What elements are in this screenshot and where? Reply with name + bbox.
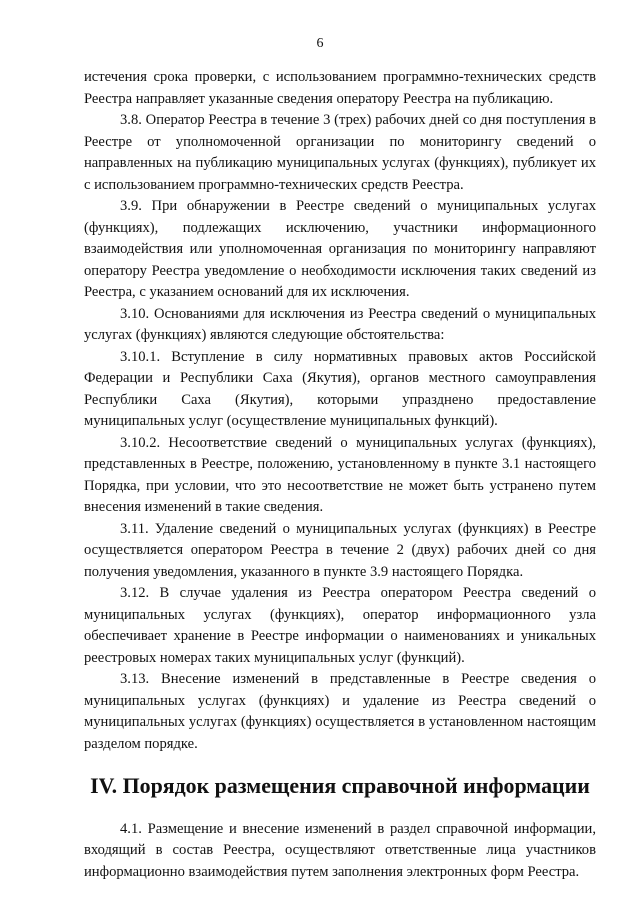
paragraph-3-8: 3.8. Оператор Реестра в течение 3 (трех) рабочих дней со дня поступления в Реестре от уполномоченной организации по мониторингу сведений о направленных на публикацию муниципальных услугах (функциях), публикует их с использованием программно-технических средств Реестра. xyxy=(84,112,596,193)
page-number: 6 xyxy=(316,36,324,51)
paragraph-3-12: 3.12. В случае удаления из Реестра оператором Реестра сведений о муниципальных услугах (функциях), оператор информационного узла обеспечивает хранение в Реестре информации о наименованиях и уникальных реестровых номерах таких муниципальных услуг (функций). xyxy=(84,585,596,666)
paragraph-3-11: 3.11. Удаление сведений о муниципальных услугах (функциях) в Реестре осуществляется оператором Реестра в течение 2 (двух) рабочих дней со дня получения уведомления, указанного в пункте 3.9 настоящего Порядка. xyxy=(84,520,596,580)
paragraph-3-10-2: 3.10.2. Несоответствие сведений о муниципальных услугах (функциях), представленных в Реестре, положению, установленному в пункте 3.1 настоящего Порядка, при условии, что это несоответствие не может быть устранено путем внесения изменений в такие сведения. xyxy=(84,434,596,515)
document-body xyxy=(84,67,596,883)
paragraph-3-13: 3.13. Внесение изменений в представленные в Реестре сведения о муниципальных услугах (функциях) и удаление из Реестра сведений о муниципальных услугах (функциях) осуществляется в установленном настоящим разделом порядке. xyxy=(84,671,596,752)
paragraph-3-10: 3.10. Основаниями для исключения из Реестра сведений о муниципальных услугах (функциях) являются следующие обстоятельства: xyxy=(84,305,596,343)
paragraph-3-9: 3.9. При обнаружении в Реестре сведений о муниципальных услугах (функциях), подлежащих исключению, участники информационного взаимодействия или уполномоченная организация по мониторингу направляют оператору Реестра уведомление о необходимости исключения таких сведений из Реестра, с указанием оснований для их исключения. xyxy=(84,198,596,300)
paragraph-3-10-1: 3.10.1. Вступление в силу нормативных правовых актов Российской Федерации и Республики Саха (Якутия), органов местного самоуправления Республики Саха (Якутия), которыми упразднено предоставление муниципальных услуг (осуществление муниципальных функций). xyxy=(84,348,596,429)
paragraph-continuation: истечения срока проверки, с использованием программно-технических средств Реестра направляет указанные сведения оператору Реестра на публикацию. xyxy=(84,69,596,107)
paragraph-4-1: 4.1. Размещение и внесение изменений в раздел справочной информации, входящий в состав Реестра, осуществляют ответственные лица участников информационно взаимодействия путем заполнения электронных форм Реестра. xyxy=(84,820,596,880)
section-heading: IV. Порядок размещения справочной информации xyxy=(90,773,590,798)
